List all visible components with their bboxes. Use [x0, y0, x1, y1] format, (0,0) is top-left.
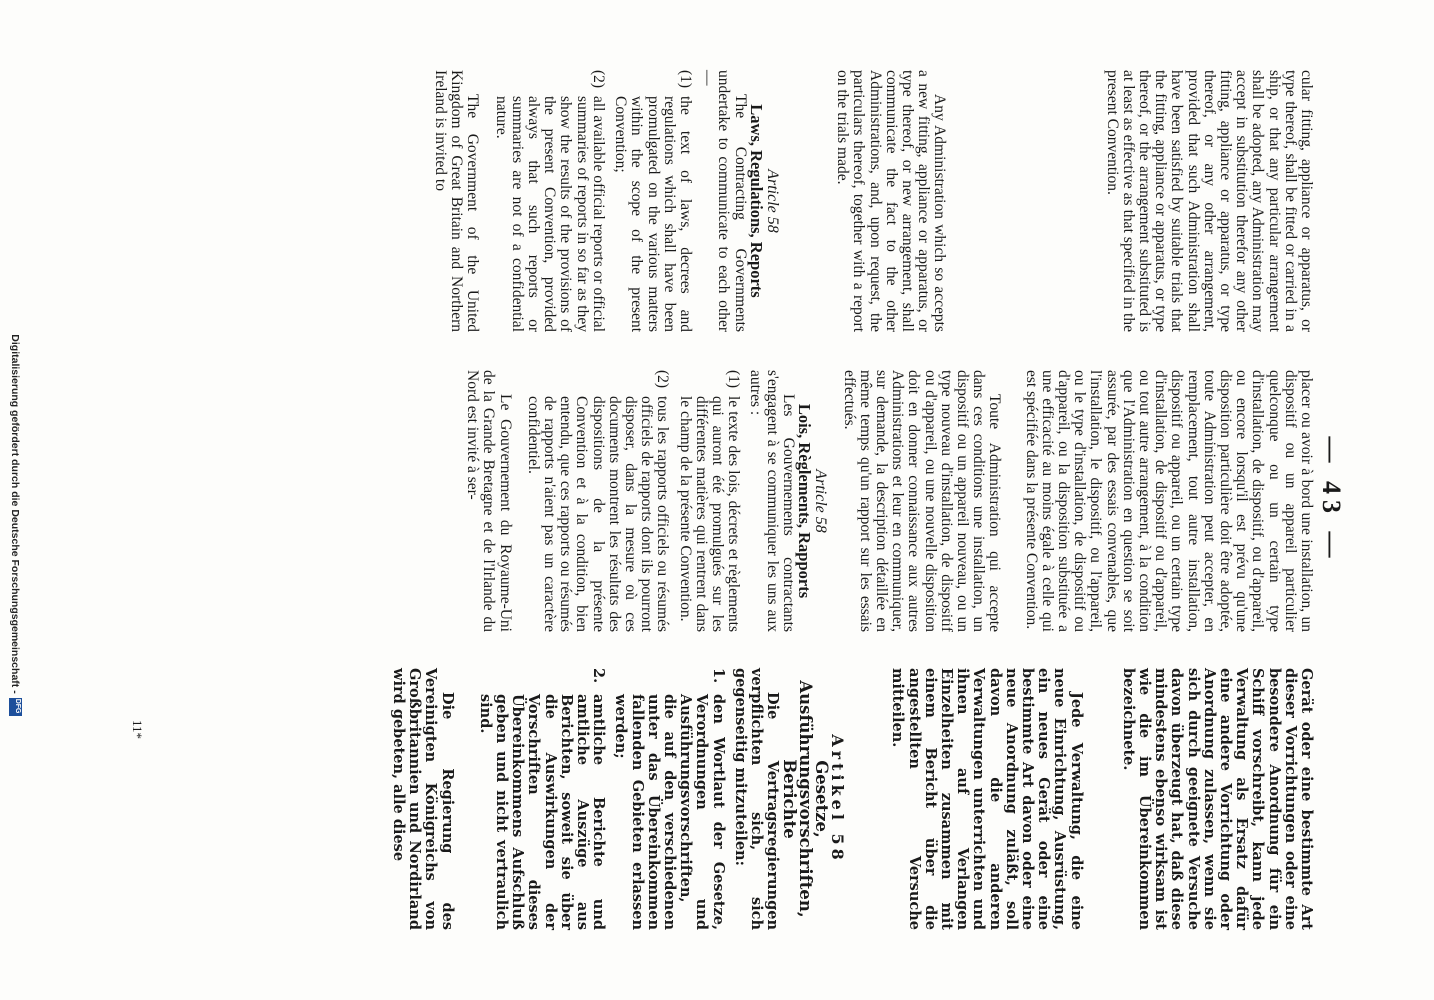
list-number: 1.	[709, 668, 727, 684]
german-paragraph: Die Vertragsregierungen verpflichten sich, sich gegenseitig mitzuteilen:	[731, 668, 782, 930]
list-number: (1)	[676, 70, 694, 89]
english-paragraph: Any Administration which so accepts a new fitting, appliance or apparatus, or type thereof, or new arrangement, shall communicate the fact to the other Administrations, and, upon request, the particulars thereof, together with a report on the trials made.	[834, 70, 949, 332]
english-paragraph: The Contracting Governments undertake to communicate to each other—	[699, 70, 749, 332]
signature-mark: 11*	[130, 720, 145, 740]
english-list-item	[612, 70, 693, 332]
list-text: the text of laws, decrees and regulations which shall have been promulgated on the various matters within the scope of the present Convention;	[612, 96, 694, 332]
english-paragraph: The Government of the United Kingdom of Great Britain and Northern Ireland is invited to	[432, 70, 482, 332]
english-column	[432, 70, 1314, 332]
digitization-footer	[9, 60, 22, 990]
french-paragraph: Le Gouvernement du Royaume-Uni de la Grande Bretagne et de l'Irlande du Nord est invité à ser-	[464, 370, 514, 632]
english-article-heading: Laws, Regulations, Reports	[746, 104, 766, 298]
list-text: le texte des lois, décrets et règlements qui auront été promulgués sur les différentes matières qui rentrent dans le champ de la présente Convention.	[676, 396, 743, 632]
list-number: (1)	[725, 370, 743, 389]
dfg-logo-icon	[9, 698, 22, 716]
french-article-label: Article 58	[812, 469, 830, 533]
french-article-heading: Lois, Règlements, Rapports	[795, 403, 815, 599]
french-list-item	[676, 370, 741, 632]
german-paragraph: Gerät oder eine bestimmte Art dieser Vorrichtungen oder eine besondere Anordnung für ein Schiff vorschreibt, kann jede Verwaltung als Ersatz dafür eine andere Vorrichtung oder Anordnung zulassen, wenn sie sich durch geeignete Versuche davon überzeugt hat, daß diese mindestens ebenso wirksam ist wie die im Übereinkommen bezeichnete.	[1119, 668, 1315, 930]
french-paragraph: Toute Administration qui accepte dans ces conditions une installation, un dispositif ou un appareil nouveau, ou un type nouveau d'installation, de dispositif ou d'appareil, ou une nouvelle disposition doit en donner connaissance aux autres Administrations et leur en communiquer, sur demande, la description détaillée en même temps qu'un rapport sur les essais effectués.	[840, 370, 1004, 632]
german-list-item	[612, 668, 725, 930]
french-paragraph: placer ou avoir à bord une installation, un dispositif ou un appareil particulier quelconque ou un certain type d'installation, de dispositif, ou d'appareil, ou encore lorsqu'il est prévu qu'une disposition particulière doit être adoptée, toute Administration peut accepter, en remplacement, tout autre installation, dispositif ou appareil, ou un certain type d'installation, de dispositif ou d'appareil, ou tout autre arrangement, à la condition que l'Administration en question se soit assurée, par des essais convenables, que l'installation, le dispositif, ou l'appareil, ou le type d'installation, de dispositif ou d'appareil, ou la disposition substituée a une efficacité au moins égale à celle qui est spécifiée dans la présente Convention.	[1022, 370, 1315, 632]
list-number: (2)	[654, 370, 672, 389]
list-number: (2)	[589, 70, 607, 89]
list-text: all available official reports or official summaries of reports in so far as they show the results of the provisions of the present Convention, provided always that such reports or summaries are not of a confidential nature.	[492, 96, 607, 332]
german-paragraph: Jede Verwaltung, die eine neue Einrichtung, Ausrüstung, ein neues Gerät oder eine bestimmte Art davon oder eine neue Anordnung zuläßt, soll davon die anderen Verwaltungen unterrichten und ihnen auf Verlangen Einzelheiten zusammen mit einem Bericht über die angestellten Versuche mitteilen.	[889, 668, 1085, 930]
german-list-item	[477, 668, 607, 930]
english-article-label: Article 58	[763, 169, 781, 233]
french-paragraph: Les Gouvernements contractants s'engagent à se communiquer les uns aux autres :	[747, 370, 797, 632]
list-text: amtliche Berichte und amtliche Auszüge aus Berichten, soweit sie über die Auswirkungen der Vorschriften dieses Übereinkommens Aufschluß geben und nicht vertraulich sind.	[476, 694, 608, 930]
french-list-item	[525, 370, 671, 632]
list-text: den Wortlaut der Gesetze, Verordnungen und Ausführungsvorschriften, die auf den verschiedenen unter das Übereinkommen fallenden Gebieten erlassen werden;	[612, 694, 727, 930]
page-number: — 43 —	[1317, 436, 1346, 564]
footer-text: Digitalisierung gefördert durch die Deutsche Forschungsgemeinschaft -	[9, 334, 22, 694]
german-article-label: Artikel 58	[828, 734, 848, 864]
english-paragraph: cular fitting, appliance or apparatus, or type thereof, shall be fitted or carried in a ship, or that any particular arrangement shall be adopted, any Administration may accept in substitution therefor any other fitting, appliance or apparatus, or type thereof, or any other arrangement, provided that such Administration shall have been satisfied by suitable trials that the fitting, appliance or apparatus, or type thereof, or the arrangement substituted is at least as effective as that specified in the present Convention.	[1103, 70, 1315, 332]
german-article-heading: Gesetze, Ausführungsvorschriften, Berichte	[779, 680, 831, 918]
german-paragraph: Die Regierung des Vereinigten Königreichs von Großbritannien und Nordirland wird gebeten, alle diese	[390, 668, 456, 930]
list-text: tous les rapports officiels ou résumés officiels de rapports dont ils pourront disposer, dans la mesure où ces documents montrent les résultats des dispositions de la présente Convention et à la condition, bien entendu, que ces rapports ou résumés de rapports n'aient pas un caractère confidentiel.	[524, 396, 672, 632]
list-number: 2.	[590, 668, 608, 684]
french-column	[464, 370, 1314, 632]
german-column	[390, 668, 1314, 930]
english-list-item	[492, 70, 605, 332]
